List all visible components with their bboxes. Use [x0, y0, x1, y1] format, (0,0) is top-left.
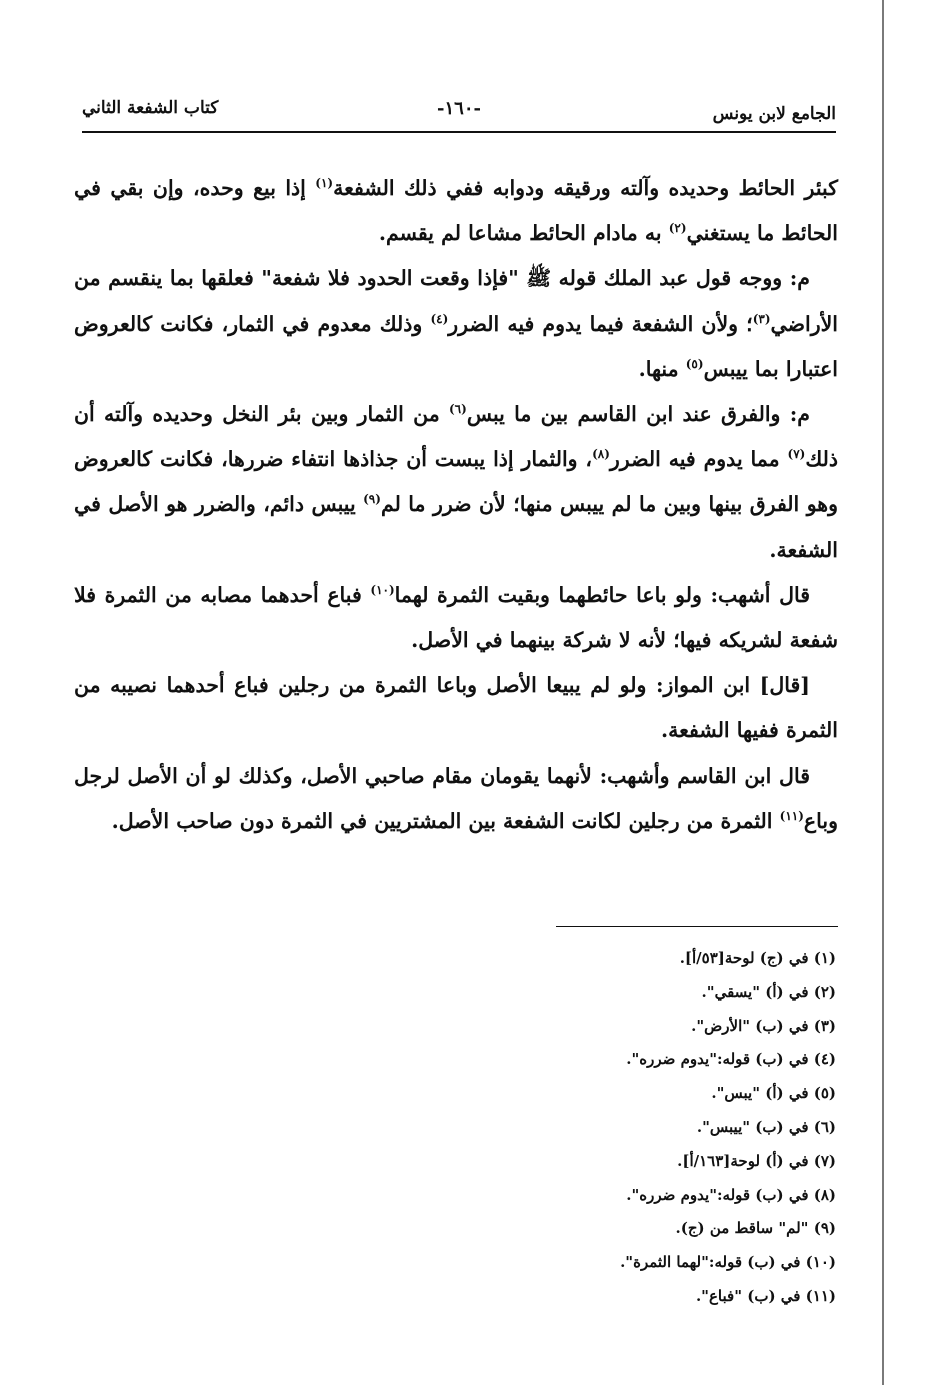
footnote-marker[interactable]: (٤): [430, 311, 449, 326]
footnote-marker[interactable]: (٩): [363, 492, 381, 507]
footnote-item: (١٠) في (ب) قوله:"لهما الثمرة".: [620, 1253, 836, 1272]
text-run: منها.: [638, 356, 686, 381]
header-rule: [82, 131, 836, 133]
text-run: ييبس دائم، والضرر هو الأصل في الشفعة.: [74, 492, 838, 562]
footnote-marker[interactable]: (١): [315, 176, 334, 191]
text-run: فباع أحدهما مصابه من الثمرة فلا شفعة لشريكه فيها؛ لأنه لا شركة بينهما في الأصل.: [74, 582, 838, 653]
paragraph: [74, 392, 838, 573]
footnote-item: (٥) في (أ) "يبس".: [711, 1084, 836, 1103]
text-run: كبئر الحائط وحديده وآلته ورقيقه ودوابه ففي ذلك الشفعة: [333, 176, 838, 200]
page-edge-line: [882, 0, 884, 1385]
footnote-marker[interactable]: (٨): [592, 447, 610, 462]
page-number: -١٦٠-: [437, 98, 481, 119]
header-chapter-title: كتاب الشفعة الثاني: [82, 98, 219, 118]
footnotes: [400, 942, 836, 1314]
footnote-marker[interactable]: (٢): [668, 221, 687, 236]
footnote-item: (٤) في (ب) قوله:"يدوم ضرره".: [626, 1050, 836, 1069]
text-run: م: والفرق عند ابن القاسم بين ما يبس: [466, 402, 810, 427]
paragraph: [74, 754, 838, 844]
footnote-item: (١١) في (ب) "فباع".: [695, 1286, 836, 1305]
footnote-item: (٦) في (ب) "ييبس".: [696, 1117, 836, 1136]
footnote-item: (٣) في (ب) "الأرض".: [691, 1016, 836, 1035]
text-run: إذا بيع وحده، وإن بقي في الحائط ما يستغني: [74, 176, 838, 246]
paragraph: [74, 663, 838, 753]
text-run: قال ابن القاسم وأشهب: لأنهما يقومان مقام صاحبي الأصل، وكذلك لو أن الأصل لرجل وباع: [74, 763, 838, 833]
footnote-item: (٢) في (أ) "يسقي".: [701, 982, 836, 1001]
footnote-marker[interactable]: (٥): [685, 356, 704, 371]
paragraph: [74, 256, 838, 392]
text-run: م: ووجه قول عبد الملك قوله ﷺ "فإذا وقعت الحدود فلا شفعة" فعلقها بما ينقسم من الأراضي: [74, 266, 838, 336]
footnote-marker[interactable]: (٣): [752, 311, 771, 326]
footnote-item: (٨) في (ب) قوله:"يدوم ضرره".: [626, 1185, 836, 1204]
main-text: [74, 166, 838, 844]
text-run: الثمرة من رجلين لكانت الشفعة بين المشتريين في الثمرة دون صاحب الأصل.: [111, 808, 780, 833]
footnote-marker[interactable]: (٦): [448, 402, 467, 417]
footnote-item: (١) في (ج) لوحة[٥٣/أ].: [679, 949, 836, 967]
footnote-item: (٩) "لم" ساقط من (ج).: [675, 1219, 836, 1238]
text-run: مما يدوم فيه الضرر: [609, 447, 788, 472]
footnote-item: (٧) في (أ) لوحة[١٦٣/أ].: [677, 1151, 836, 1170]
paragraph: [74, 573, 838, 663]
text-run: ؛ ولأن الشفعة فيما يدوم فيه الضرر: [448, 311, 753, 336]
footnote-separator: [556, 926, 838, 927]
footnote-marker[interactable]: (١٠): [370, 583, 395, 597]
text-run: [قال] ابن المواز: ولو لم يبيعا الأصل وباعا الثمرة من رجلين فباع أحدهما نصيبه من الثمرة ففيها الشفعة.: [74, 673, 838, 743]
text-run: به مادام الحائط مشاعا لم يقسم.: [378, 221, 669, 246]
text-run: من الثمار وبين بئر النخل وحديده وآلته أن ذلك: [74, 402, 838, 472]
paragraph: [74, 166, 838, 256]
text-run: قال أشهب: ولو باعا حائطهما وبقيت الثمرة لهما: [394, 582, 811, 607]
header-book-title: الجامع لابن يونس: [712, 104, 836, 124]
footnote-marker[interactable]: (١١): [779, 809, 804, 824]
text-run: ، والثمار إذا يبست أن جذاذها انتفاء ضررها، فكانت كالعروض وهو الفرق بينها وبين ما لم ييبس منها؛ لأن ضرر ما لم: [74, 447, 838, 517]
footnote-marker[interactable]: (٧): [787, 447, 806, 462]
text-run: وذلك معدوم في الثمار، فكانت كالعروض اعتبارا بما ييبس: [74, 311, 838, 381]
running-header: [82, 96, 836, 132]
